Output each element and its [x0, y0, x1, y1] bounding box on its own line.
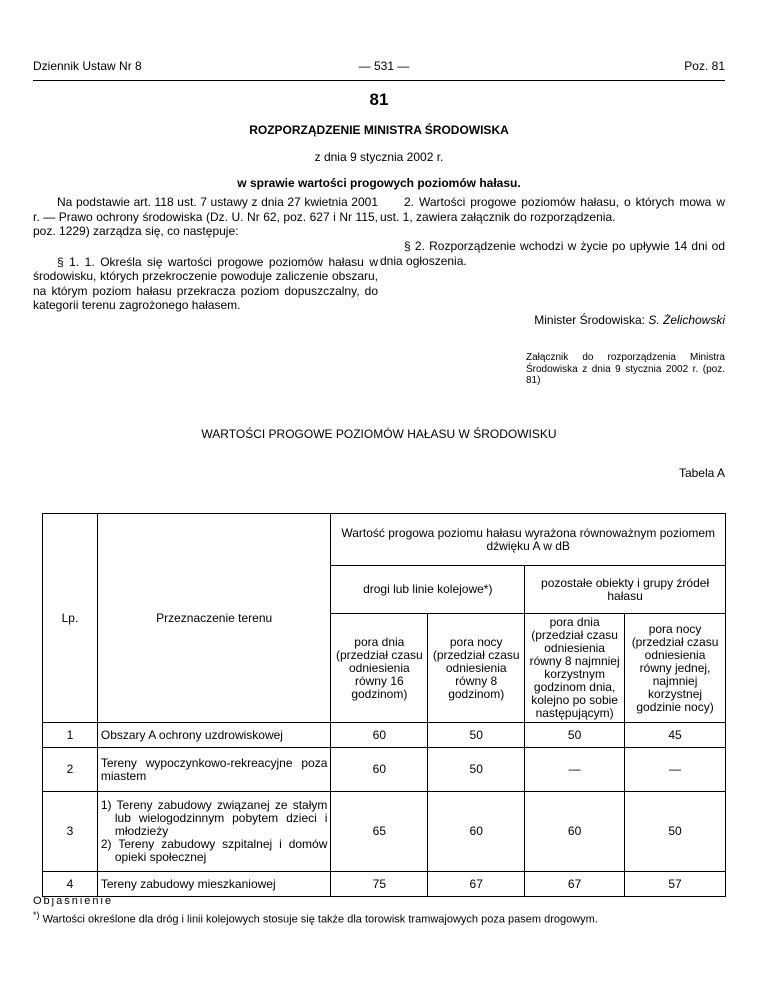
- list-item: 2) Tereny zabudowy szpitalnej i domów opieki społecznej: [100, 837, 328, 864]
- row-value: 60: [525, 792, 625, 872]
- document-number: 81: [369, 90, 389, 109]
- footnote-mark: *): [33, 910, 40, 920]
- row-lp: 2: [43, 748, 98, 792]
- footnote-text: [33, 908, 598, 927]
- header-col-1: pora dnia (przedział czasu odniesienia równy 16 godzinom): [331, 614, 428, 723]
- row-value: 60: [331, 723, 428, 748]
- document-date: z dnia 9 stycznia 2002 r.: [314, 150, 444, 164]
- header-drogi: drogi lub linie kolejowe*): [331, 566, 525, 614]
- footnote: [33, 894, 598, 927]
- section-1-paragraph: § 1. 1. Określa się wartości progowe poziomów hałasu w środowisku, których przekroczenie powoduje zaliczenie obszaru, na którym poziom hałasu przekracza poziom dopuszczalny, do kategorii terenu zagrożonego hałasem.: [33, 254, 378, 312]
- header-col-3: pora dnia (przedział czasu odniesienia równy 8 najmniej korzystnym godzinom dnia, kolejno po sobie następującym): [525, 614, 625, 723]
- row-value: 50: [525, 723, 625, 748]
- header-lp: Lp.: [43, 514, 98, 723]
- header-main: Wartość progowa poziomu hałasu wyrażona równoważnym poziomem dźwięku A w dB: [331, 514, 726, 566]
- row-przeznaczenie: Obszary A ochrony uzdrowiskowej: [97, 723, 331, 748]
- row-value: 75: [331, 872, 428, 897]
- row-value: 50: [625, 792, 726, 872]
- header-przeznaczenie: Przeznaczenie terenu: [97, 514, 331, 723]
- row-lp: 4: [43, 872, 98, 897]
- footnote-body: Wartości określone dla dróg i linii kolejowych stosuje się także dla torowisk tramwajowych poza pasem drogowym.: [42, 913, 598, 926]
- annex-title: WARTOŚCI PROGOWE POZIOMÓW HAŁASU W ŚRODOWISKU: [201, 427, 557, 441]
- row-value: 60: [428, 792, 525, 872]
- signature-label: Minister Środowiska:: [534, 313, 645, 327]
- row-lp: 3: [43, 792, 98, 872]
- position-number: Poz. 81: [684, 59, 725, 73]
- right-column: [380, 195, 725, 268]
- list-item: 1) Tereny zabudowy związanej ze stałym lub wielogodzinnym pobytem dzieci i młodzieży: [100, 798, 328, 838]
- section-1-2-paragraph: 2. Wartości progowe poziomów hałasu, o których mowa w ust. 1, zawiera załącznik do rozporządzenia.: [380, 195, 725, 224]
- row-value: 67: [525, 872, 625, 897]
- signature-name: S. Żelichowski: [648, 313, 725, 327]
- row-przeznaczenie: Tereny zabudowy mieszkaniowej: [97, 872, 331, 897]
- header-col-2: pora nocy (przedział czasu odniesienia równy 8 godzinom): [428, 614, 525, 723]
- row-value: —: [525, 748, 625, 792]
- header-rule: [33, 80, 725, 81]
- section-2-paragraph: § 2. Rozporządzenie wchodzi w życie po upływie 14 dni od dnia ogłoszenia.: [380, 239, 725, 268]
- table-label: Tabela A: [678, 466, 725, 480]
- footnote-label: Objaśnienie: [33, 895, 114, 907]
- table-row: [43, 748, 726, 792]
- row-value: 67: [428, 872, 525, 897]
- row-value: —: [625, 748, 726, 792]
- header-col-4: pora nocy (przedział czasu odniesienia równy jednej, najmniej korzystnej godzinie nocy): [625, 614, 726, 723]
- threshold-table: [42, 513, 726, 897]
- signature: [534, 313, 725, 327]
- page-number: — 531 —: [358, 59, 410, 73]
- row-lp: 1: [43, 723, 98, 748]
- document-title: ROZPORZĄDZENIE MINISTRA ŚRODOWISKA: [249, 123, 509, 137]
- table-row: [43, 872, 726, 897]
- table-row: [43, 723, 726, 748]
- table-row: [43, 792, 726, 872]
- left-column: [33, 195, 378, 313]
- row-value: 50: [428, 723, 525, 748]
- row-value: 57: [625, 872, 726, 897]
- row-value: 60: [331, 748, 428, 792]
- row-przeznaczenie: Tereny wypoczynkowo-rekreacyjne poza miastem: [97, 748, 331, 792]
- journal-name: Dziennik Ustaw Nr 8: [33, 59, 142, 73]
- document-subject: w sprawie wartości progowych poziomów hałasu.: [237, 176, 521, 190]
- header-pozostale: pozostałe obiekty i grupy źródeł hałasu: [525, 566, 726, 614]
- row-przeznaczenie: [97, 792, 331, 872]
- annex-note: Załącznik do rozporządzenia Ministra Środowiska z dnia 9 stycznia 2002 r. (poz. 81): [526, 352, 725, 386]
- row-value: 45: [625, 723, 726, 748]
- row-value: 50: [428, 748, 525, 792]
- preamble-paragraph: Na podstawie art. 118 ust. 7 ustawy z dnia 27 kwietnia 2001 r. — Prawo ochrony środowiska (Dz. U. Nr 62, poz. 627 i Nr 115, poz. 1229) zarządza się, co następuje:: [33, 195, 378, 238]
- row-value: 65: [331, 792, 428, 872]
